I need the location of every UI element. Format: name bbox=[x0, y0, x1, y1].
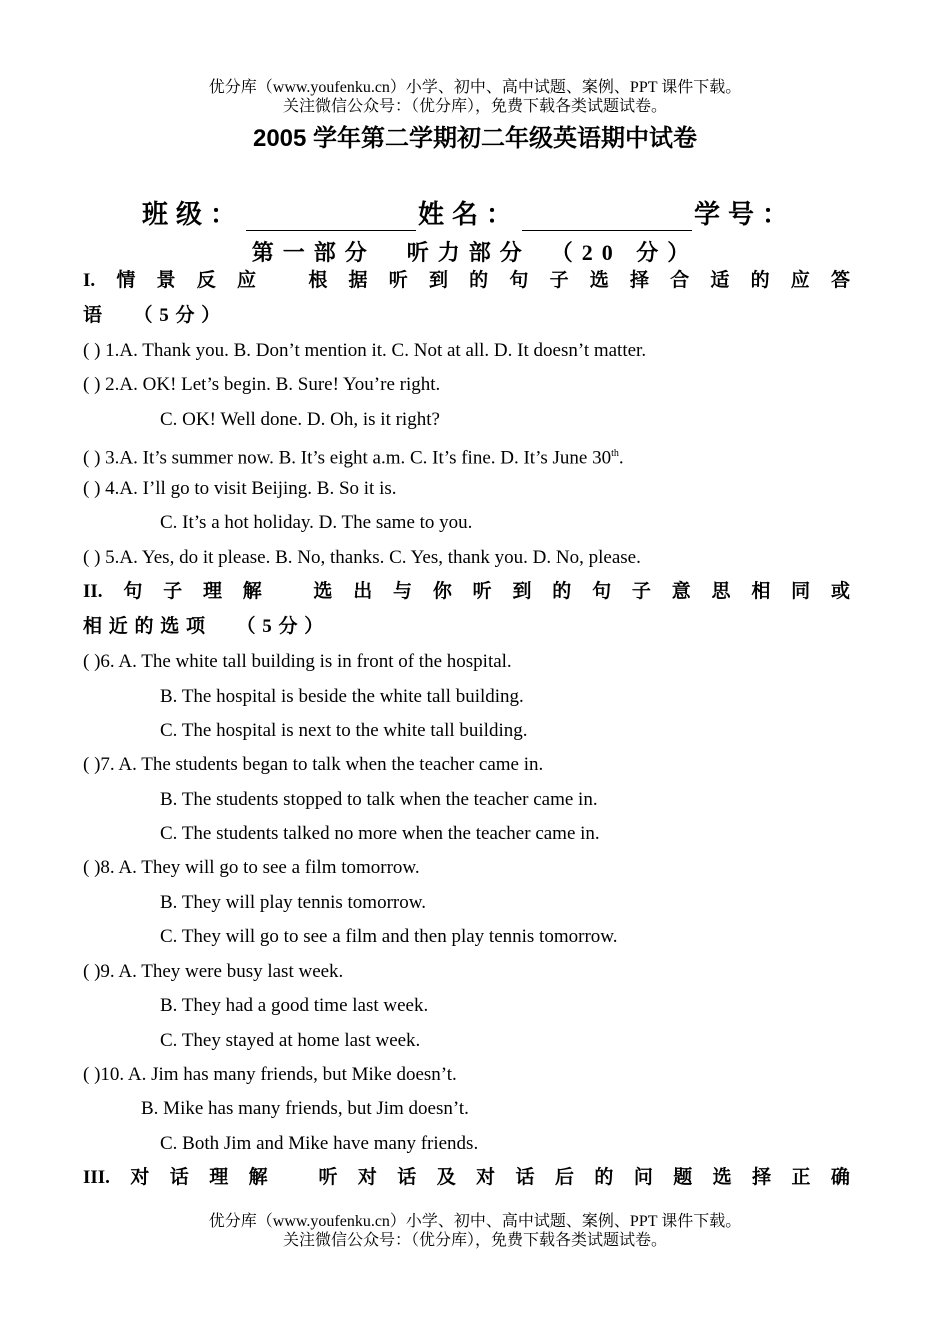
sec2-heading-char: 选 bbox=[313, 581, 333, 602]
sec3-heading-char: 对 bbox=[357, 1167, 377, 1188]
sec2-heading-char: 思 bbox=[711, 581, 731, 602]
question-3 bbox=[83, 442, 624, 470]
sec1-heading-char: 合 bbox=[670, 270, 690, 291]
sec2-heading-char: 相 bbox=[751, 581, 771, 602]
sec1-heading-char: 据 bbox=[348, 270, 368, 291]
question-6-a: ( )6. A. The white tall building is in front of the hospital. bbox=[83, 651, 512, 672]
name-label: 姓名： bbox=[418, 200, 521, 229]
sec2-heading-char: 或 bbox=[830, 581, 850, 602]
sec3-heading-char: 确 bbox=[830, 1167, 850, 1188]
header-line-1: 优分库（www.youfenku.cn）小学、初中、高中试题、案例、PPT 课件下载。 bbox=[208, 79, 742, 96]
sec1-heading-char: 句 bbox=[509, 270, 529, 291]
question-10-b: B. Mike has many friends, but Jim doesn’t. bbox=[141, 1098, 469, 1119]
sec3-heading-char: 话 bbox=[169, 1167, 189, 1188]
sec3-heading-char: 对 bbox=[476, 1167, 496, 1188]
sec3-heading-char: 择 bbox=[752, 1167, 772, 1188]
question-6-b: B. The hospital is beside the white tall building. bbox=[160, 686, 524, 707]
question-7-c: C. The students talked no more when the teacher came in. bbox=[160, 823, 600, 844]
sec1-heading-char: 择 bbox=[629, 270, 649, 291]
section-1-heading-cont: 语 （ 5 分 ） bbox=[83, 305, 222, 326]
exam-title: 2005 学年第二学期初二年级英语期中试卷 bbox=[252, 125, 698, 152]
sec3-heading-char bbox=[288, 1166, 298, 1190]
sec1-heading-char: 子 bbox=[549, 270, 569, 291]
sec3-heading-char: 理 bbox=[209, 1167, 229, 1188]
sec2-heading-char: 解 bbox=[242, 581, 262, 602]
sec2-heading-char: 的 bbox=[552, 581, 572, 602]
section-3-heading bbox=[83, 1166, 850, 1190]
sec1-heading-char: 景 bbox=[156, 270, 176, 291]
section-3-num: III. bbox=[83, 1167, 110, 1188]
sec3-heading-char: 对 bbox=[130, 1167, 150, 1188]
sec3-heading-char: 解 bbox=[248, 1167, 268, 1188]
question-10-a: ( )10. A. Jim has many friends, but Mike doesn’t. bbox=[83, 1064, 457, 1085]
sec2-heading-char: 子 bbox=[163, 581, 183, 602]
question-8-c: C. They will go to see a film and then play tennis tomorrow. bbox=[160, 926, 618, 947]
sec1-heading-char: 应 bbox=[236, 270, 256, 291]
sec1-heading-char: 情 bbox=[116, 270, 136, 291]
sec1-heading-char: 应 bbox=[790, 270, 810, 291]
sec1-heading-char: 的 bbox=[750, 270, 770, 291]
student-info-row bbox=[142, 194, 796, 231]
part-one-heading: 第一部分 听力部分 （20 分） bbox=[251, 240, 699, 265]
question-3-text: ( ) 3.A. It’s summer now. B. It’s eight a.m. C. It’s fine. D. It’s June 30 bbox=[83, 447, 612, 469]
sec2-heading-char: 与 bbox=[393, 581, 413, 602]
sec2-heading-char: 理 bbox=[202, 581, 222, 602]
question-4-line-1: ( ) 4.A. I’ll go to visit Beijing. B. So it is. bbox=[83, 478, 397, 499]
sec2-heading-char: 同 bbox=[791, 581, 811, 602]
question-1: ( ) 1.A. Thank you. B. Don’t mention it. C. Not at all. D. It doesn’t matter. bbox=[83, 340, 647, 361]
sec3-heading-char: 话 bbox=[515, 1167, 535, 1188]
sec2-heading-char: 子 bbox=[631, 581, 651, 602]
sec1-heading-char bbox=[277, 269, 287, 293]
section-2-heading-cont: 相 近 的 选 项 （ 5 分 ） bbox=[83, 616, 325, 637]
sec1-heading-char: 到 bbox=[428, 270, 448, 291]
sec2-heading-char: 你 bbox=[432, 581, 452, 602]
question-10-c: C. Both Jim and Mike have many friends. bbox=[160, 1133, 479, 1154]
sec1-heading-char: 选 bbox=[589, 270, 609, 291]
section-1-num: I. bbox=[83, 270, 96, 291]
question-5: ( ) 5.A. Yes, do it please. B. No, thanks. C. Yes, thank you. D. No, please. bbox=[83, 547, 641, 568]
id-label: 学号： bbox=[694, 200, 797, 229]
question-9-a: ( )9. A. They were busy last week. bbox=[83, 961, 344, 982]
sec1-heading-char: 反 bbox=[196, 270, 216, 291]
sec2-heading-char: 听 bbox=[472, 581, 492, 602]
sec3-heading-char: 及 bbox=[436, 1167, 456, 1188]
class-blank[interactable] bbox=[246, 204, 416, 231]
sec3-heading-char: 题 bbox=[673, 1167, 693, 1188]
sec2-heading-char: 到 bbox=[512, 581, 532, 602]
sec1-heading-char: 听 bbox=[388, 270, 408, 291]
question-3-end: . bbox=[618, 447, 624, 469]
question-8-b: B. They will play tennis tomorrow. bbox=[160, 892, 426, 913]
class-label: 班级： bbox=[142, 200, 245, 229]
question-2-line-1: ( ) 2.A. OK! Let’s begin. B. Sure! You’re right. bbox=[83, 374, 441, 395]
question-8-a: ( )8. A. They will go to see a film tomorrow. bbox=[83, 857, 420, 878]
section-2-heading bbox=[83, 580, 850, 604]
section-1-heading bbox=[83, 269, 850, 293]
question-4-line-2: C. It’s a hot holiday. D. The same to you. bbox=[160, 512, 473, 533]
footer-line-1: 优分库（www.youfenku.cn）小学、初中、高中试题、案例、PPT 课件下载。 bbox=[208, 1213, 742, 1230]
footer-line-2: 关注微信公众号：（优分库），免费下载各类试题试卷。 bbox=[282, 1232, 667, 1249]
sec3-heading-char: 听 bbox=[318, 1167, 338, 1188]
section-2-num: II. bbox=[83, 581, 103, 602]
sec3-heading-char: 选 bbox=[712, 1167, 732, 1188]
sec3-heading-char: 问 bbox=[633, 1167, 653, 1188]
sec1-heading-char: 答 bbox=[830, 270, 850, 291]
question-3-sup: th bbox=[611, 448, 619, 459]
sec2-heading-char: 出 bbox=[353, 581, 373, 602]
sec1-heading-char: 适 bbox=[710, 270, 730, 291]
question-7-a: ( )7. A. The students began to talk when the teacher came in. bbox=[83, 754, 544, 775]
name-blank[interactable] bbox=[522, 204, 692, 231]
question-6-c: C. The hospital is next to the white tall building. bbox=[160, 720, 528, 741]
sec1-heading-char: 根 bbox=[308, 270, 328, 291]
sec2-heading-char: 意 bbox=[671, 581, 691, 602]
sec1-heading-char: 的 bbox=[469, 270, 489, 291]
sec3-heading-char: 正 bbox=[791, 1167, 811, 1188]
sec3-heading-char: 的 bbox=[594, 1167, 614, 1188]
question-9-b: B. They had a good time last week. bbox=[160, 995, 429, 1016]
sec2-heading-char: 句 bbox=[592, 581, 612, 602]
question-7-b: B. The students stopped to talk when the teacher came in. bbox=[160, 789, 598, 810]
sec2-heading-char bbox=[283, 580, 293, 604]
header-line-2: 关注微信公众号：（优分库），免费下载各类试题试卷。 bbox=[282, 98, 667, 115]
sec3-heading-char: 后 bbox=[554, 1167, 574, 1188]
question-2-line-2: C. OK! Well done. D. Oh, is it right? bbox=[160, 409, 440, 430]
question-9-c: C. They stayed at home last week. bbox=[160, 1030, 421, 1051]
sec2-heading-char: 句 bbox=[123, 581, 143, 602]
sec3-heading-char: 话 bbox=[397, 1167, 417, 1188]
